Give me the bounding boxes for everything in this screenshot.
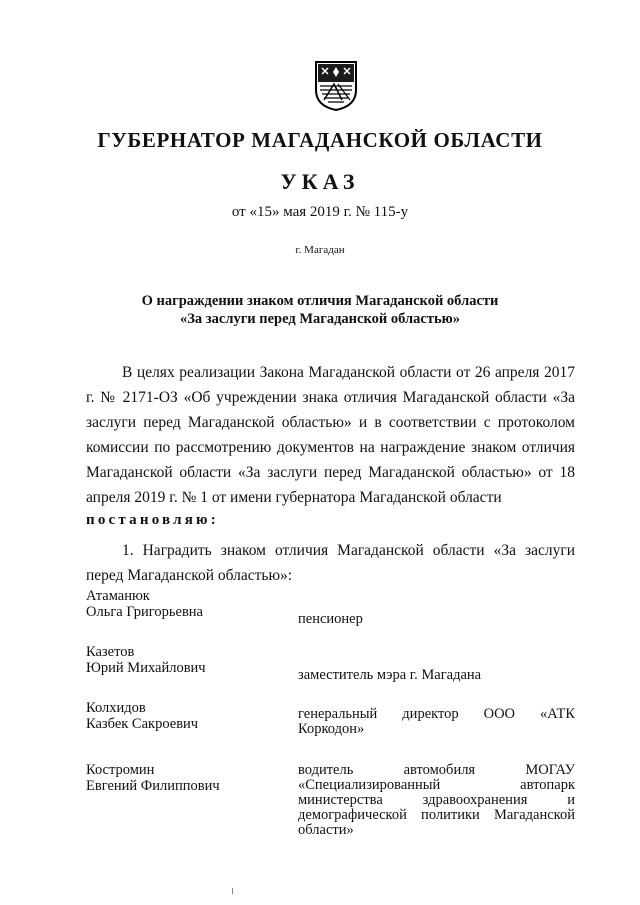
scan-mark	[232, 888, 233, 894]
resolve-word: постановляю:	[86, 512, 219, 528]
awardee-given-names: Ольга Григорьевна	[86, 604, 203, 620]
awardee-position: генеральный директор ООО «АТК Коркодон»	[298, 706, 575, 737]
subject-line-1: О награждении знаком отличия Магаданской области	[141, 293, 499, 309]
awardee-given-names: Казбек Сакроевич	[86, 716, 199, 732]
date-and-number: от «15» мая 2019 г. № 115-у	[231, 204, 409, 220]
awardee-surname: Костромин	[86, 762, 155, 778]
awardee-name	[86, 762, 276, 794]
awardee-list	[86, 588, 575, 838]
coat-of-arms-icon	[314, 60, 358, 112]
awardee-surname: Казетов	[86, 644, 135, 660]
awardee-surname: Колхидов	[86, 700, 146, 716]
awardee-name	[86, 644, 276, 676]
awardee-name	[86, 588, 276, 620]
awardee-row	[86, 588, 575, 644]
awardee-row	[86, 644, 575, 700]
issue-city: г. Магадан	[295, 244, 345, 256]
awardee-given-names: Юрий Михайлович	[86, 660, 206, 676]
document-type: УКАЗ	[280, 169, 360, 194]
subject-line-2: «За заслуги перед Магаданской областью»	[180, 311, 460, 327]
awardee-position: водитель автомобиля МОГАУ «Специализированный автопарк министерства здравоохранения и демографической политики Магаданской области»	[298, 762, 575, 838]
awardee-row	[86, 748, 575, 838]
awardee-row	[86, 700, 575, 748]
awardee-position: заместитель мэра г. Магадана	[298, 667, 482, 683]
awardee-name	[86, 700, 276, 732]
awardee-position: пенсионер	[298, 611, 363, 627]
awardee-surname: Атаманюк	[86, 588, 150, 604]
preamble-paragraph: В целях реализации Закона Магаданской области от 26 апреля 2017 г. № 2171-ОЗ «Об учреждении знака отличия Магаданской области «За заслуги перед Магаданской областью» и в соответствии с протоколом комиссии по рассмотрению документов на награждение знаком отличия Магаданской области «За заслуги перед Магаданской областью» от 18 апреля 2019 г. № 1 от имени губернатора Магаданской области	[86, 364, 575, 506]
awardee-given-names: Евгений Филиппович	[86, 778, 220, 794]
issuing-authority: ГУБЕРНАТОР МАГАДАНСКОЙ ОБЛАСТИ	[97, 128, 543, 152]
document-subject	[0, 292, 640, 328]
item-1-paragraph: 1. Наградить знаком отличия Магаданской области «За заслуги перед Магаданской областью»:	[86, 542, 575, 584]
